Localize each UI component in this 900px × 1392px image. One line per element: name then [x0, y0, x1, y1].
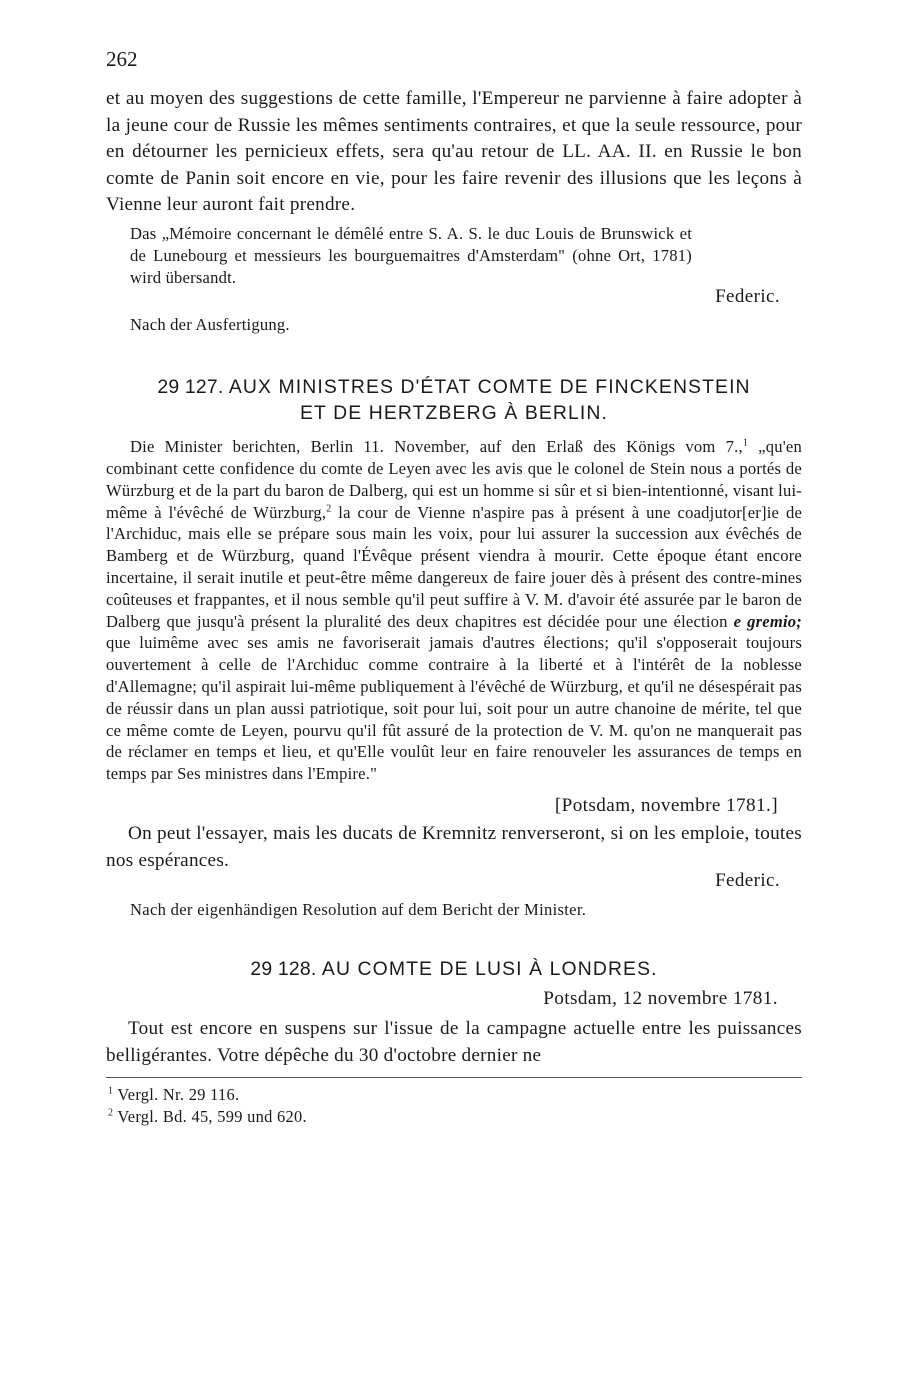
summary-text: Die Minister berichten, Berlin 11. November, auf den Erlaß des Königs vom 7.,	[130, 437, 743, 457]
summary-text: que luimême avec ses amis ne favoriserait jamais d'autres élections; qu'il s'opposerait toujours ouvertement à celle de l'Archiduc comme contraire à la liberté et à l'intérêt de la noblesse d'Allemagne; qu'il aspirait lui-même publiquement à l'évêché de Würzburg, et qu'il ne désespérait pas de réussir dans un plan aussi patriotique, soit pour lui, soit pour un autre chanoine de mérite, tel que ce même comte de Leyen, pourvu qu'il fût assuré de la protection de V. M. qu'on ne manquerait pas de réclamer en temps et lieu, et qu'Elle voulût leur en faire renouveler les assurances de temps en temps par Ses ministres dans l'Empire."	[106, 633, 802, 784]
heading-line-1	[106, 374, 802, 400]
footnote-ref-2: 2	[326, 503, 332, 515]
italic-phrase: e gremio;	[733, 611, 802, 631]
letter-paragraph: Tout est encore en suspens sur l'issue de la campagne actuelle entre les puissances belligérantes. Votre dépêche du 30 d'octobre dernier ne	[106, 1018, 802, 1066]
signature: Federic.	[715, 286, 780, 308]
reply-with-signature	[106, 821, 802, 892]
summary-text: „qu'en combinant cette confidence du comte de Leyen avec les avis que le colonel de Stein nous a portés de Würzburg et de la part du baron de Dalberg, qui est un homme si sûr et si bien-intentionné, visant lui-même à l'évêché de Würzburg,	[106, 437, 802, 522]
summary-text: la cour de Vienne n'aspire pas à présent à une coadjutor[er]ie de l'Archiduc, mais elle se prépare sous main les voix, pour lui assurer la succession aux évêchés de Bamberg et de Würzburg, quand l'Évêque présent viendra à mourir. Cette époque étant encore incertaine, il serait inutile et peut-être même dangereux de faire jouer dès à présent des contre-mines coûteuses et frappantes, et il nous semble qu'il peut suffire à V. M. d'avoir été assurée par le baron de Dalberg que jusqu'à présent la pluralité des deux chapitres est décidée pour une élection	[106, 502, 803, 631]
footnote-mark: 2	[108, 1107, 114, 1119]
footnote-mark: 1	[108, 1085, 114, 1097]
dateline: Potsdam, 12 novembre 1781.	[543, 988, 778, 1010]
dateline: [Potsdam, novembre 1781.]	[554, 794, 778, 816]
document-page	[106, 44, 802, 1128]
footnotes	[106, 1084, 802, 1128]
footnote-2	[106, 1106, 802, 1128]
page-number: 262	[106, 47, 138, 71]
signature: Federic.	[715, 870, 780, 892]
footnote-1	[106, 1084, 802, 1106]
source-note: Nach der Ausfertigung.	[130, 315, 290, 335]
letter-heading-29127	[106, 374, 802, 426]
heading-line-2: ET DE HERTZBERG À BERLIN.	[299, 402, 608, 425]
footnote-text: Vergl. Nr. 29 116.	[117, 1085, 240, 1105]
note-with-signature	[106, 223, 802, 308]
heading-text-1: AUX MINISTRES D'ÉTAT COMTE DE FINCKENSTEIN	[228, 376, 751, 399]
footnote-ref-1: 1	[742, 437, 749, 449]
minister-report-summary	[106, 436, 802, 785]
enclosure-note: Das „Mémoire concernant le démêlé entre S. A. S. le duc Louis de Brunswick et de Lunebourg et messieurs les bourguemaitres d'Amsterdam" (ohne Ort, 1781) wird übersandt.	[130, 223, 692, 287]
footnote-divider	[106, 1077, 802, 1078]
letter-heading-29128	[106, 956, 802, 982]
source-note: Nach der eigenhändigen Resolution auf dem Bericht der Minister.	[130, 900, 587, 920]
heading-text: AU COMTE DE LUSI À LONDRES.	[321, 958, 658, 981]
letter-number: 29 127.	[157, 376, 224, 399]
paragraph-continued: et au moyen des suggestions de cette famille, l'Empereur ne parvienne à faire adopter à la jeune cour de Russie les mêmes sentiments contraires, et que la seule ressource, pour en détourner les pernicieux effets, sera qu'au retour de LL. AA. II. en Russie le bon comte de Panin soit encore en vie, pour les faire revenir des illusions que les leçons à Vienne leur auront fait prendre.	[106, 88, 802, 216]
footnote-text: Vergl. Bd. 45, 599 und 620.	[117, 1107, 307, 1127]
king-reply: On peut l'essayer, mais les ducats de Kremnitz renverseront, si on les emploie, toutes nos espérances.	[106, 822, 802, 871]
letter-number: 29 128.	[250, 958, 317, 981]
